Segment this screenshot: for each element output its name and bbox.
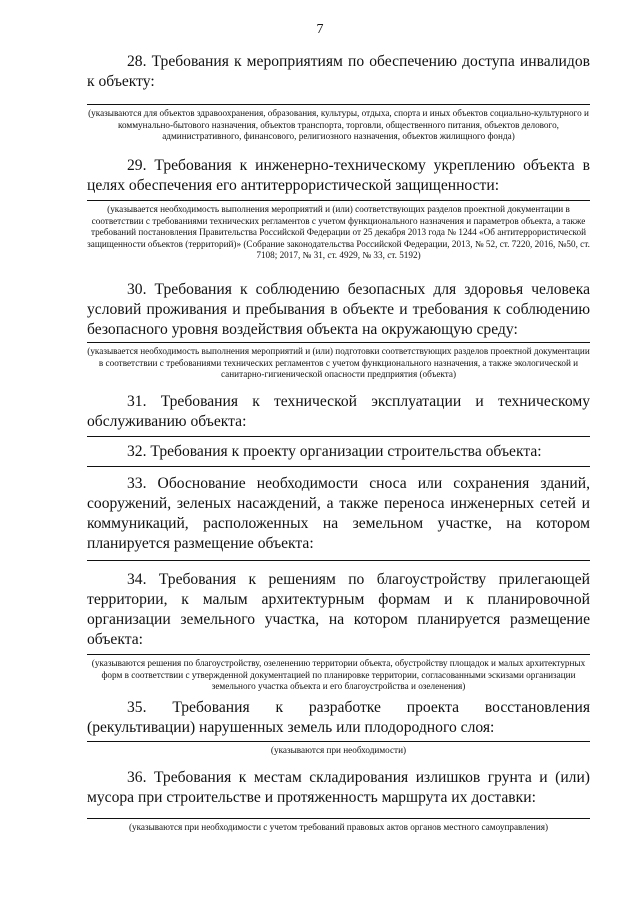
requirement-28-text: 28. Требования к мероприятиям по обеспечению доступа инвалидов к объекту: <box>87 53 590 90</box>
requirement-30-fill-line <box>87 342 590 343</box>
requirement-33-fill-line <box>87 560 590 561</box>
requirement-29-note: (указывается необходимость выполнения мероприятий и (или) соответствующих разделов проектной документации в соответствии с требованиями технических регламентов с учетом функционального назначения и параметров объекта, а также требований постановления Правительства Российской Федерации от 25 декабря 2013 года № 1244 «Об антитеррористической защищенности объектов (территорий)» (Собрание законодательства Российской Федерации, 2013, № 52, ст. 7220, 2016, №50, ст. 7108; 2017, № 31, ст. 4929, № 33, ст. 5192) <box>87 204 590 261</box>
requirement-34-fill-line <box>87 654 590 655</box>
requirement-29-text: 29. Требования к инженерно-техническому укреплению объекта в целях обеспечения его антитеррористической защищенности: <box>87 157 590 194</box>
requirement-34-text: 34. Требования к решениям по благоустройству прилегающей территории, к малым архитектурным формам и к планировочной организации земельного участка, на котором планируется размещение объекта: <box>87 571 590 648</box>
requirement-31-fill-line <box>87 436 590 437</box>
requirement-36-text: 36. Требования к местам складирования излишков грунта и (или) мусора при строительстве и протяженность маршрута их доставки: <box>87 769 590 806</box>
requirement-33-text: 33. Обоснование необходимости сноса или сохранения зданий, сооружений, зеленых насаждений, а также переноса инженерных сетей и коммуникаций, расположенных на земельном участке, на котором планируется размещение объекта: <box>87 475 590 552</box>
requirement-32-text: 32. Требования к проекту организации строительства объекта: <box>127 443 542 460</box>
requirement-32-fill-line <box>87 466 590 467</box>
requirement-36-note: (указываются при необходимости с учетом требований правовых актов органов местного самоуправления) <box>128 822 549 832</box>
requirement-35-text: 35. Требования к разработке проекта восстановления (рекультивации) нарушенных земель или плодородного слоя: <box>87 699 590 736</box>
requirement-35-note: (указываются при необходимости) <box>270 745 407 755</box>
requirement-34-note: (указываются решения по благоустройству, озеленению территории объекта, обустройству площадок и малых архитектурных форм в соответствии с утвержденной документацией по планировке территории, согласованными эскизами организации земельного участка объекта и его благоустройства и озеленения) <box>91 658 586 692</box>
requirement-29-fill-line <box>87 200 590 201</box>
requirement-30-text: 30. Требования к соблюдению безопасных для здоровья человека условий проживания и пребывания в объекте и требования к соблюдению безопасного уровня воздействия объекта на окружающую среду: <box>87 281 590 338</box>
requirement-28-note: (указываются для объектов здравоохранения, образования, культуры, отдыха, спорта и иных объектов социально-культурного и коммунально-бытового назначения, объектов транспорта, торговли, общественного питания, объектов делового, административного, финансового, религиозного назначения, объектов жилищного фонда) <box>88 108 589 142</box>
page-number: 7 <box>316 22 324 37</box>
requirement-28-fill-line <box>87 104 590 105</box>
requirement-31-text: 31. Требования к технической эксплуатации и техническому обслуживанию объекта: <box>87 393 590 430</box>
requirement-35-fill-line <box>87 741 590 742</box>
requirement-30-note: (указывается необходимость выполнения мероприятий и (или) подготовки соответствующих разделов проектной документации в соответствии с требованиями технических регламентов с учетом функционального назначения, а также экологической и санитарно-гигиенической опасности предприятия (объекта) <box>87 346 590 380</box>
requirement-36-fill-line <box>87 818 590 819</box>
